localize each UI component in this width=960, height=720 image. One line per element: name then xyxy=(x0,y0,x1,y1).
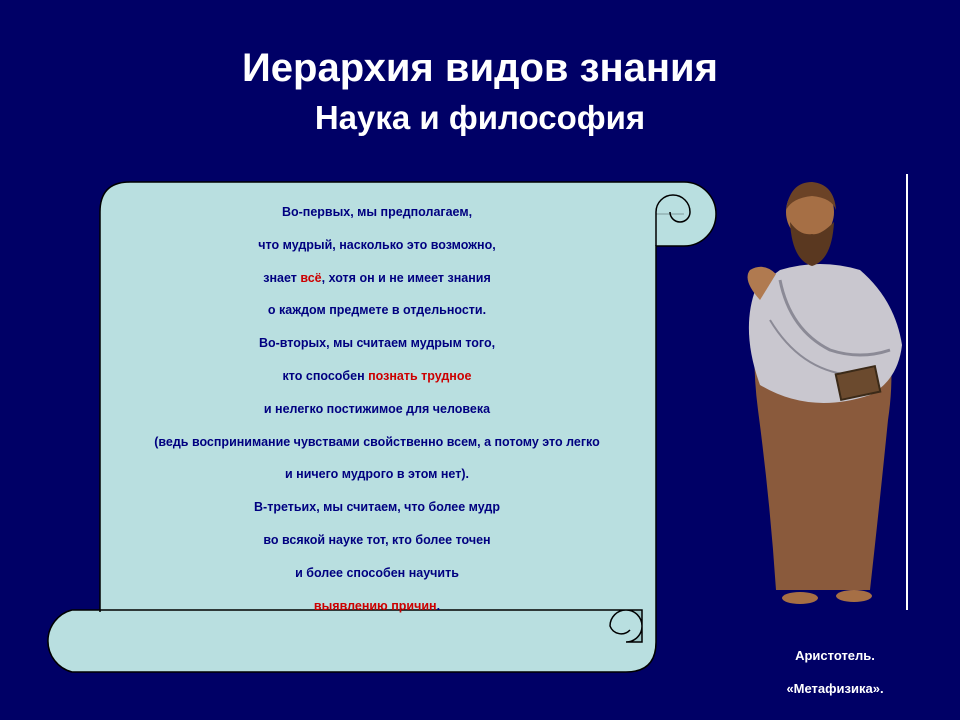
quote-highlight-all: всё xyxy=(300,270,322,285)
quote-line-13 xyxy=(102,590,652,623)
quote-line-3-pre: знает xyxy=(263,270,301,285)
quote-line-8: (ведь воспринимание чувствами свойственно всем, а потому это легко xyxy=(154,434,600,449)
slide-subtitle: Наука и философия xyxy=(314,99,646,136)
quote-text xyxy=(102,196,652,622)
caption-author: Аристотель. xyxy=(795,648,875,663)
quote-line-3 xyxy=(102,262,652,295)
quote-line-10: В-третьих, мы считаем, что более мудр xyxy=(254,500,500,515)
quote-line-7: и нелегко постижимое для человека xyxy=(263,401,491,416)
quote-highlight-difficult: познать трудное xyxy=(368,368,472,383)
quote-line-11: во всякой науке тот, кто более точен xyxy=(263,532,491,547)
quote-line-13-post: . xyxy=(436,598,441,613)
quote-line-6 xyxy=(102,360,652,393)
quote-line-5: Во-вторых, мы считаем мудрым того, xyxy=(258,336,496,351)
quote-line-12: и более способен научить xyxy=(295,565,459,580)
caption-work: «Метафизика». xyxy=(786,681,884,696)
slide-title: Иерархия видов знания xyxy=(242,46,718,90)
quote-line-9: и ничего мудрого в этом нет). xyxy=(285,467,469,482)
quote-line-4: о каждом предмете в отдельности. xyxy=(267,303,487,318)
aristotle-statue-icon xyxy=(720,170,920,620)
quote-line-3-post: , хотя он и не имеет знания xyxy=(321,270,491,285)
quote-line-2: что мудрый, насколько это возможно, xyxy=(258,237,496,252)
quote-line-1: Во-первых, мы предполагаем, xyxy=(281,205,473,219)
quote-line-6-pre: кто способен xyxy=(282,368,369,383)
quote-highlight-causes: выявлению причин xyxy=(313,598,437,613)
